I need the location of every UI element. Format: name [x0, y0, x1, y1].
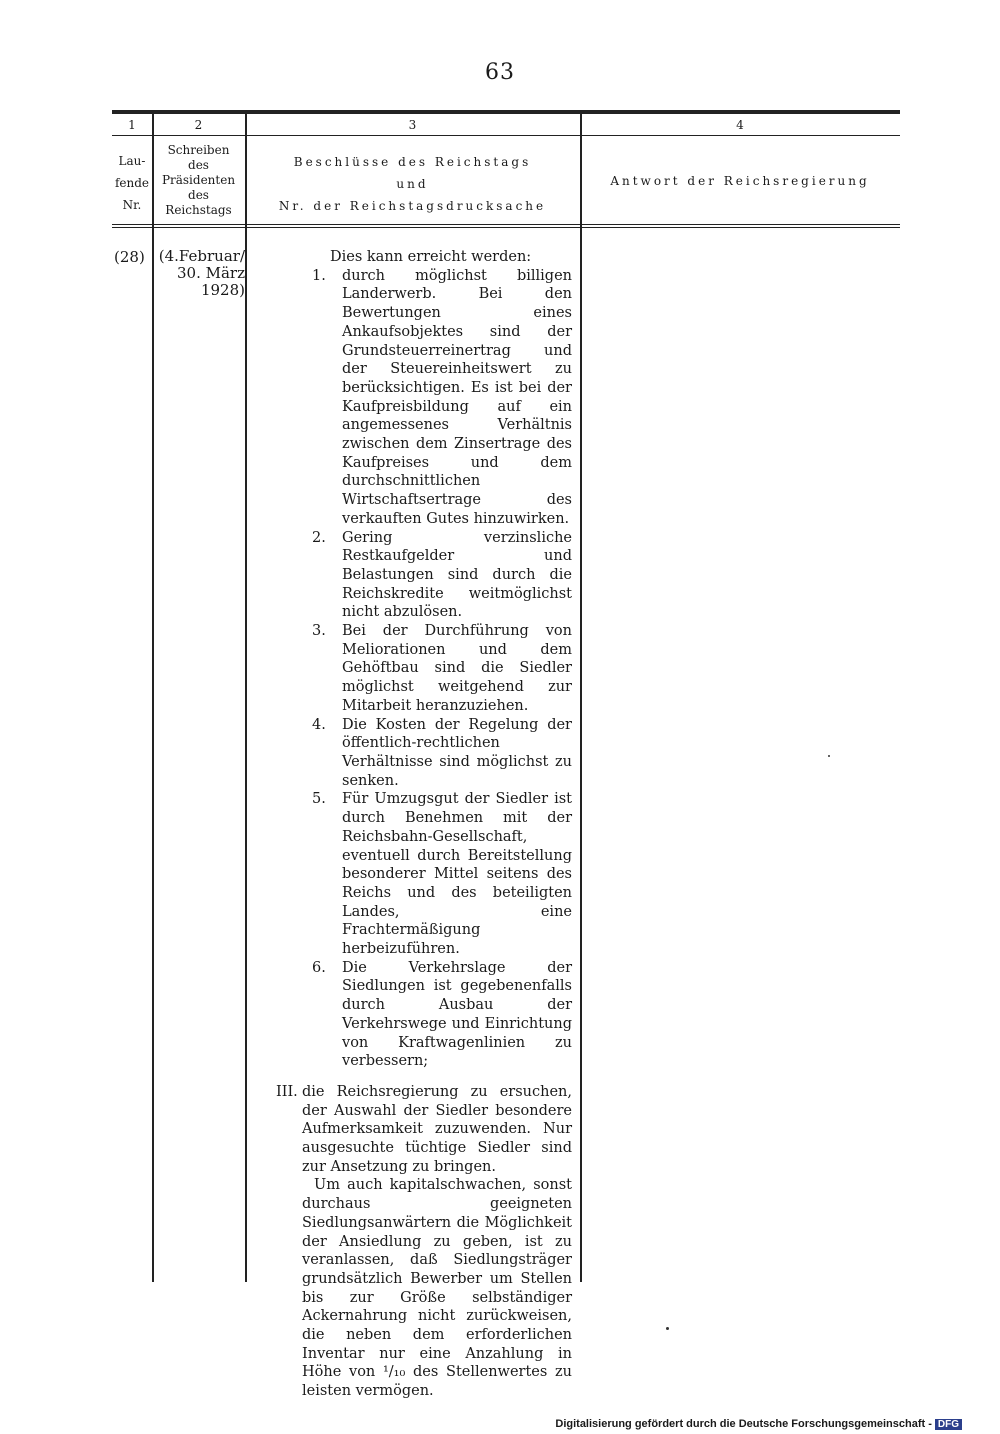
table-top-rule	[112, 110, 900, 114]
col1-header-line: fende	[114, 176, 150, 190]
col2-header	[152, 143, 245, 218]
resolution-item	[260, 622, 572, 716]
col4-header: Antwort der Reichsregierung	[610, 174, 870, 188]
entry-date-line: 1928)	[200, 281, 245, 299]
column-number-2: 2	[194, 118, 203, 132]
item-number: 2.	[312, 529, 326, 546]
resolution-text	[260, 248, 572, 1401]
resolution-section	[260, 1083, 572, 1177]
item-number: 1.	[312, 267, 326, 284]
col2-header-line: Schreiben	[167, 143, 230, 157]
col3-header-line: Nr. der Reichstagsdrucksache	[278, 199, 547, 213]
column-number-1: 1	[128, 118, 136, 132]
item-number: 5.	[312, 791, 326, 808]
column-divider-2	[245, 114, 247, 1282]
item-text: durch möglichst billigen Landerwerb. Bei den Bewertungen eines Ankaufsobjektes sind der Grundsteuerreinertrag und der Steuereinheitswert zu berücksichtigen. Es ist bei der Kaufpreisbildung auf ein angemessenes Verhältnis zwischen dem Zinsertrage des Kaufpreises und dem durchschnittlichen Wirtschaftsertrage des verkauften Gutes hinzuwirken.	[342, 267, 572, 527]
col2-header-line: des	[188, 158, 209, 172]
dfg-logo: DFG	[935, 1419, 962, 1430]
col1-header-line: Nr.	[122, 198, 142, 212]
column-number-4: 4	[736, 118, 744, 132]
item-number: 4.	[312, 716, 326, 733]
header-bottom-rule-2	[112, 227, 900, 228]
col2-header-line: Reichstags	[165, 203, 232, 217]
resolution-item	[260, 267, 572, 529]
col1-header	[112, 150, 152, 216]
entry-date	[153, 248, 245, 299]
item-text: Die Verkehrslage der Siedlungen ist gegebenenfalls durch Ausbau der Verkehrswege und Einrichtung von Kraftwagenlinien zu verbessern;	[342, 959, 572, 1070]
resolution-intro: Dies kann erreicht werden:	[330, 249, 532, 265]
footer-credit	[555, 1418, 962, 1430]
section-paragraph: Um auch kapitalschwachen, sonst durchaus geeigneten Siedlungsanwärtern die Möglichkeit der Ansiedlung zu geben, ist zu veranlassen, daß Siedlungsträger grundsätzlich Bewerber um Stellen bis zur Größe selbständiger Ackernahrung nicht zurückweisen, die neben dem erforderlichen Inventar nur eine Anzahlung in Höhe von ¹/₁₀ des Stellenwertes zu leisten vermögen.	[302, 1177, 572, 1400]
item-text: Die Kosten der Regelung der öffentlich-rechtlichen Verhältnisse sind möglichst zu senken.	[342, 716, 572, 789]
col3-header	[245, 151, 580, 217]
item-text: Gering verzinsliche Restkaufgelder und Belastungen sind durch die Reichskredite weitmöglichst nicht abzulösen.	[342, 529, 572, 621]
col3-header-line: und	[396, 177, 429, 191]
header-bottom-rule	[112, 224, 900, 225]
footer-text: Digitalisierung gefördert durch die Deutsche Forschungsgemeinschaft -	[555, 1418, 932, 1430]
item-text: Bei der Durchführung von Meliorationen und dem Gehöftbau sind die Siedler möglichst weitgehend zur Mitarbeit heranzuziehen.	[342, 623, 572, 714]
col1-header-line: Lau-	[118, 154, 146, 168]
resolution-item	[260, 529, 572, 623]
col3-header-line: Beschlüsse des Reichstags	[293, 155, 532, 169]
column-number-rule	[112, 135, 900, 136]
entry-number: (28)	[114, 248, 145, 266]
entry-date-line: (4.Februar/	[158, 247, 245, 265]
column-divider-3	[580, 114, 582, 1282]
scan-speck	[666, 1327, 669, 1330]
item-text: Für Umzugsgut der Siedler ist durch Benehmen mit der Reichsbahn-Gesellschaft, eventuell durch Bereitstellung besonderer Mittel seitens des Reichs und des beteiligten Landes, eine Frachtermäßigung herbeizuführen.	[342, 791, 572, 958]
col2-header-line: Präsidenten	[161, 173, 236, 187]
section-number: III.	[276, 1083, 298, 1100]
col2-header-line: des	[188, 188, 209, 202]
item-number: 3.	[312, 623, 326, 640]
page-number: 63	[485, 60, 515, 85]
resolution-item	[260, 716, 572, 791]
scan-speck	[828, 755, 830, 757]
column-number-3: 3	[408, 118, 417, 132]
section-text: die Reichsregierung zu ersuchen, der Auswahl der Siedler besondere Aufmerksamkeit zuzuwenden. Nur ausgesuchte tüchtige Siedler sind zur Ansetzung zu bringen.	[302, 1083, 572, 1175]
item-number: 6.	[312, 959, 326, 976]
resolution-item	[260, 959, 572, 1071]
resolution-item	[260, 790, 572, 958]
entry-date-line: 30. März	[177, 264, 245, 282]
